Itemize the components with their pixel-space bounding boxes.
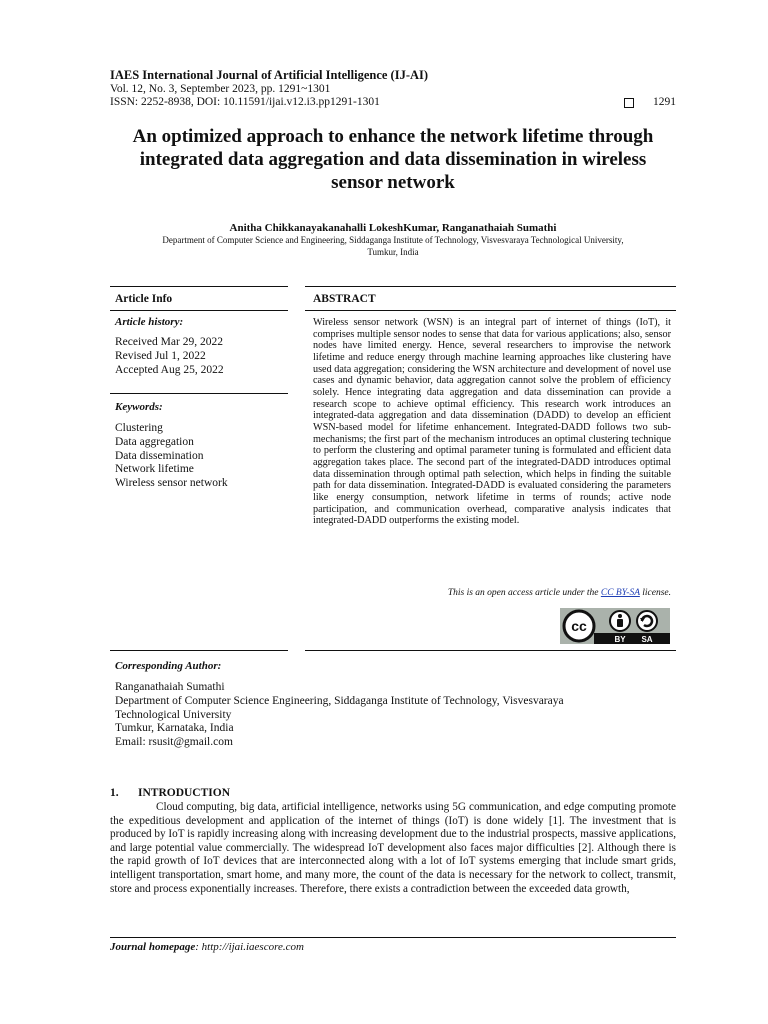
title-line: sensor network: [331, 172, 455, 193]
abstract-top-rule: [305, 286, 676, 287]
keyword-item: Wireless sensor network: [115, 477, 228, 490]
corr-dept: Department of Computer Science Engineering, Siddaganga Institute of Technology, Visvesvaraya: [115, 694, 564, 707]
authors: Anitha Chikkanayakanahalli LokeshKumar, Ranganathaiah Sumathi: [229, 222, 557, 234]
by-label: BY: [614, 635, 626, 644]
sa-share-alike-icon: [637, 611, 657, 631]
corresponding-author-heading: Corresponding Author:: [115, 660, 222, 672]
article-info-bottom-rule: [110, 650, 288, 651]
footer-label: Journal homepage: [110, 941, 196, 953]
license-prefix: This is an open access article under the: [447, 588, 601, 598]
sa-label: SA: [641, 635, 653, 644]
corr-location: Tumkur, Karnataka, India: [115, 722, 234, 735]
journal-header: [110, 69, 676, 110]
journal-volume: Vol. 12, No. 3, September 2023, pp. 1291~1301: [110, 82, 331, 95]
page-number: 1291: [653, 96, 676, 108]
cc-by-sa-link[interactable]: CC BY-SA: [600, 588, 640, 598]
journal-homepage-footer: [110, 941, 304, 953]
section-number: 1.: [110, 787, 119, 799]
keyword-item: Data aggregation: [115, 435, 194, 448]
introduction-heading: [110, 787, 230, 799]
keyword-item: Network lifetime: [115, 463, 194, 476]
cc-by-sa-badge-icon[interactable]: [560, 608, 670, 644]
issn-row: [110, 96, 676, 110]
article-info-heading: Article Info: [115, 293, 173, 305]
affiliation-line: Tumkur, India: [367, 246, 419, 257]
affiliation: [110, 235, 676, 258]
keywords-list: [115, 422, 228, 491]
article-info-rule: [110, 310, 288, 311]
history-accepted: Accepted Aug 25, 2022: [115, 363, 224, 376]
keyword-item: Clustering: [115, 422, 163, 434]
article-history-heading: Article history:: [115, 316, 184, 328]
affiliation-line: Department of Computer Science and Engineering, Siddaganga Institute of Technology, Visvesvaraya Technological University,: [162, 235, 624, 245]
keywords-rule: [110, 393, 288, 394]
introduction-text: Cloud computing, big data, artificial intelligence, networks using 5G communication, and edge computing promote the expeditious development and application of the internet of things (IoT) is done widely [1]. The investment that is produced by IoT is rapidly increasing along with increasing development due to the industrial prospects, massive applications, and large potential value commercially. The widespread IoT development also faces major difficulties [2]. Although there is the rapid growth of IoT devices that are interconnected along with a lot of IoT systems emerging that include smart grids, intelligent transportation, smart home, and many more, the count of the data is necessary for the network to collect, transmit, store and process exponentially increases. Therefore, there exists a contradiction between the exceeded data growth,: [110, 801, 676, 895]
abstract-text: Wireless sensor network (WSN) is an integral part of internet of things (IoT), it comprises multiple sensor nodes to sense that data for various applications; also, sensor nodes have limited energy. Hence, several researchers to improvise the network lifetime and reduce energy through machine learning approaches like clustering have used data aggregation; considering the WSN architecture and development of novel use cases and dynamic behavior, data aggregation cannot solve the problem of efficiency solely. Hence integrating data aggregation and data dissemination can provide a research scope to achieve optimal efficiency. This research work introduces an integrated-data aggregation and data dissemination (DADD) to develop an efficient WSN-based model for lifetime enhancement. Integrated-DADD follows two sub-mechanisms; the first part of the mechanism introduces an optimal clustering technique to perform the clustering and optimal parameter tuning is formulated and efficient data aggregation takes place. The second part of the integrated-DADD introduces optimal data dissemination through optimal path selection, which helps in finding the suitable path for data dissemination. Integrated-DADD is evaluated considering the parameters like energy consumption, network lifetime in terms of rounds; active node participation, and communication overhead, comparative analysis indicates that integrated-DADD outperforms the existing model.: [313, 317, 671, 527]
history-received: Received Mar 29, 2022: [115, 336, 223, 348]
footer-url[interactable]: : http://ijai.iaescore.com: [195, 941, 304, 953]
square-box-icon: [624, 98, 634, 108]
abstract-rule: [305, 310, 676, 311]
keywords-heading: Keywords:: [115, 401, 163, 413]
footer-rule: [110, 937, 676, 938]
cc-symbol: cc: [571, 618, 587, 634]
abstract-bottom-rule: [305, 650, 676, 651]
corresponding-author-details: [115, 681, 675, 750]
section-title: INTRODUCTION: [138, 787, 231, 799]
license-suffix: license.: [639, 588, 671, 598]
article-info-top-rule: [110, 286, 288, 287]
keyword-item: Data dissemination: [115, 449, 204, 462]
title-line: integrated data aggregation and data dissemination in wireless: [139, 149, 647, 170]
corr-univ: Technological University: [115, 708, 232, 721]
article-history-list: [115, 336, 224, 377]
issn-doi: ISSN: 2252-8938, DOI: 10.11591/ijai.v12.i3.pp1291-1301: [110, 96, 380, 108]
paper-title: [100, 125, 686, 194]
corr-name: Ranganathaiah Sumathi: [115, 681, 225, 693]
license-notice: [313, 588, 671, 598]
by-person-body: [617, 619, 623, 627]
abstract-heading: ABSTRACT: [313, 293, 376, 305]
by-person-head: [618, 614, 622, 618]
history-revised: Revised Jul 1, 2022: [115, 349, 206, 362]
title-line: An optimized approach to enhance the network lifetime through: [132, 126, 654, 147]
journal-name: IAES International Journal of Artificial Intelligence (IJ-AI): [110, 68, 429, 82]
badge-strip: [594, 633, 670, 644]
corr-email[interactable]: Email: rsusit@gmail.com: [115, 736, 233, 749]
